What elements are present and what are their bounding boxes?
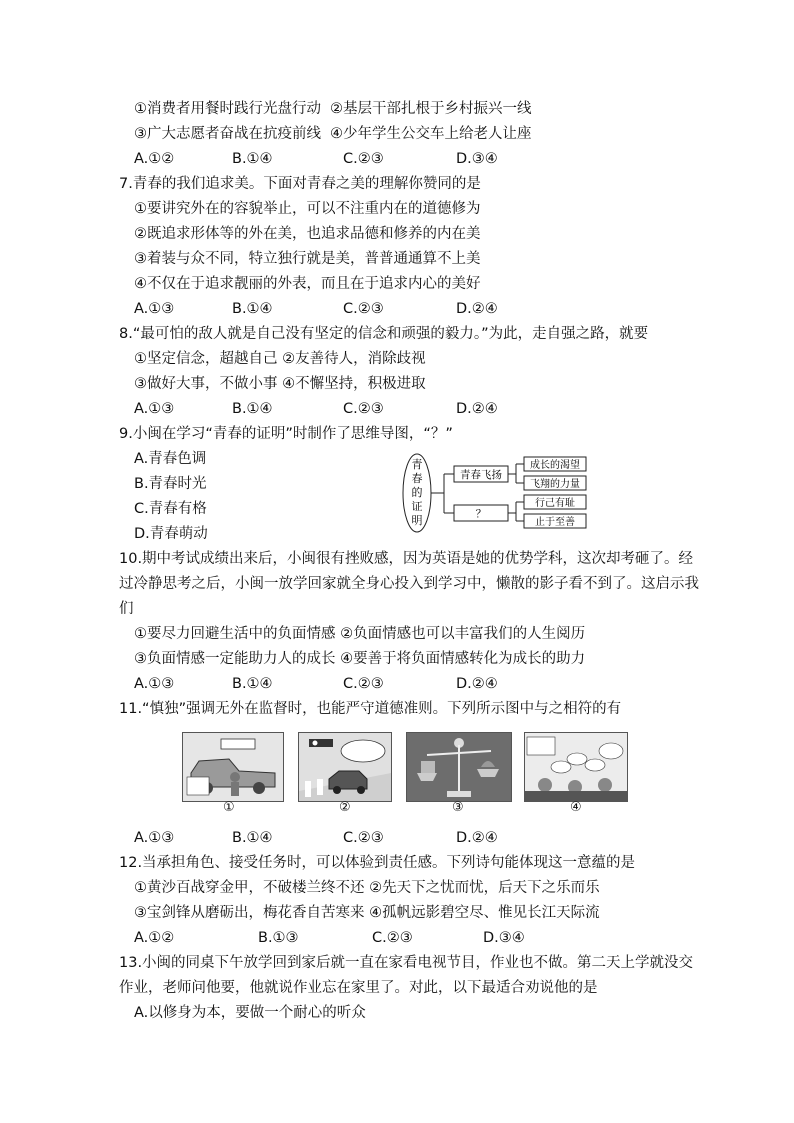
mind-map-root-char-5: 明 xyxy=(411,514,423,527)
q8-statements-1: ①坚定信念，超越自己 ②友善待人，消除歧视 xyxy=(134,351,426,367)
q11-picture-2 xyxy=(298,732,392,802)
q11-stem: 11.“慎独”强调无外在监督时，也能严守道德准则。下列所示图中与之相符的有 xyxy=(119,701,622,717)
q11-option-d: D.②④ xyxy=(456,830,498,846)
mind-map-root-char-4: 证 xyxy=(411,500,423,513)
mind-map-leaf-1-label: 成长的渴望 xyxy=(530,460,580,471)
q7-stem: 7.青春的我们追求美。下面对青春之美的理解你赞同的是 xyxy=(119,176,481,192)
q7-statement-2: ②既追求形体等的外在美，也追求品德和修养的内在美 xyxy=(134,226,481,242)
q11-picture-1-label: ① xyxy=(223,800,235,815)
q9-option-d: D.青春萌动 xyxy=(134,526,208,542)
q7-option-b: B.①④ xyxy=(232,301,273,317)
q12-option-c: C.②③ xyxy=(372,930,413,946)
q8-option-c: C.②③ xyxy=(343,401,384,417)
mind-map-leaf-2-label: 飞翔的力量 xyxy=(530,479,580,490)
q12-option-b: B.①③ xyxy=(258,930,299,946)
mind-map-leaf-4-label: 止于至善 xyxy=(535,517,575,528)
q9-option-a: A.青春色调 xyxy=(134,451,207,467)
q11-picture-4-label: ④ xyxy=(570,800,582,815)
q6-option-d: D.③④ xyxy=(456,151,498,167)
q7-statement-4: ④不仅在于追求靓丽的外表，而且在于追求内心的美好 xyxy=(134,276,481,292)
q8-option-b: B.①④ xyxy=(232,401,273,417)
q11-option-c: C.②③ xyxy=(343,830,384,846)
q10-stem-line-3: 们 xyxy=(119,601,134,617)
q6-statement-4: ④少年学生公交车上给老人让座 xyxy=(330,126,532,142)
mind-map-root-char-3: 的 xyxy=(411,486,423,499)
q9-mind-map xyxy=(400,452,595,534)
q9-option-c: C.青春有格 xyxy=(134,501,207,517)
q6-statement-2: ②基层干部扎根于乡村振兴一线 xyxy=(330,101,532,117)
q11-picture-3 xyxy=(406,732,512,802)
q9-option-b: B.青春时光 xyxy=(134,476,207,492)
q7-option-a: A.①③ xyxy=(134,301,175,317)
q13-stem-line-1: 13.小闽的同桌下午放学回到家后就一直在家看电视节目，作业也不做。第二天上学就没交 xyxy=(119,955,694,971)
classroom-cartoon-illustration xyxy=(525,733,627,801)
q6-option-c: C.②③ xyxy=(343,151,384,167)
q7-option-c: C.②③ xyxy=(343,301,384,317)
q7-option-d: D.②④ xyxy=(456,301,498,317)
q7-statement-1: ①要讲究外在的容貌举止，可以不注重内在的道德修为 xyxy=(134,201,481,217)
q11-picture-2-label: ② xyxy=(339,800,351,815)
q12-option-a: A.①② xyxy=(134,930,175,946)
mind-map-root-char-2: 春 xyxy=(411,472,423,485)
q12-option-d: D.③④ xyxy=(483,930,525,946)
q8-statements-2: ③做好大事，不做小事 ④不懈坚持，积极进取 xyxy=(134,376,426,392)
q10-statements-1: ①要尽力回避生活中的负面情感 ②负面情感也可以丰富我们的人生阅历 xyxy=(134,626,586,642)
q13-option-a: A.以修身为本，要做一个耐心的听众 xyxy=(134,1005,366,1021)
q13-stem-line-2: 作业，老师问他要，他就说作业忘在家里了。对此，以下最适合劝说他的是 xyxy=(119,980,598,996)
q10-option-c: C.②③ xyxy=(343,676,384,692)
q10-statements-2: ③负面情感一定能助力人的成长 ④要善于将负面情感转化为成长的助力 xyxy=(134,651,586,667)
q6-option-a: A.①② xyxy=(134,151,175,167)
traffic-light-cartoon-illustration xyxy=(299,733,391,801)
q8-stem: 8.“最可怕的敌人就是自己没有坚定的信念和顽强的毅力。”为此，走自强之路，就要 xyxy=(119,326,649,342)
q10-stem-line-2: 过冷静思考之后，小闽一放学回家就全身心投入到学习中，懒散的影子看不到了。这启示我 xyxy=(119,576,699,592)
q11-picture-4 xyxy=(524,732,628,802)
q12-stem: 12.当承担角色、接受任务时，可以体验到责任感。下列诗句能体现这一意蕴的是 xyxy=(119,855,636,871)
q12-statements-2: ③宝剑锋从磨砺出，梅花香自苦寒来 ④孤帆远影碧空尽、惟见长江天际流 xyxy=(134,905,600,921)
q7-statement-3: ③着装与众不同，特立独行就是美，普普通通算不上美 xyxy=(134,251,481,267)
q11-option-b: B.①④ xyxy=(232,830,273,846)
q12-statements-1: ①黄沙百战穿金甲，不破楼兰终不还 ②先天下之忧而忧，后天下之乐而乐 xyxy=(134,880,600,896)
q6-statement-3: ③广大志愿者奋战在抗疫前线 xyxy=(134,126,321,142)
q11-picture-3-label: ③ xyxy=(452,800,464,815)
mind-map-root-char-1: 青 xyxy=(411,458,423,471)
mind-map-branch-1-label: 青春飞扬 xyxy=(460,469,502,481)
q6-statement-1: ①消费者用餐时践行光盘行动 xyxy=(134,101,321,117)
car-cartoon-illustration xyxy=(183,733,283,801)
balance-scale-illustration xyxy=(407,733,511,801)
q6-option-b: B.①④ xyxy=(232,151,273,167)
q10-option-b: B.①④ xyxy=(232,676,273,692)
q11-picture-1 xyxy=(182,732,284,802)
mind-map-branch-2-label: ？ xyxy=(475,508,487,520)
mind-map-leaf-3-label: 行己有耻 xyxy=(535,498,575,509)
q10-option-d: D.②④ xyxy=(456,676,498,692)
q8-option-d: D.②④ xyxy=(456,401,498,417)
q8-option-a: A.①③ xyxy=(134,401,175,417)
q10-stem-line-1: 10.期中考试成绩出来后，小闽很有挫败感，因为英语是她的优势学科，这次却考砸了。经 xyxy=(119,551,694,567)
q11-option-a: A.①③ xyxy=(134,830,175,846)
q9-stem: 9.小闽在学习“青春的证明”时制作了思维导图，“？” xyxy=(119,426,453,442)
q10-option-a: A.①③ xyxy=(134,676,175,692)
